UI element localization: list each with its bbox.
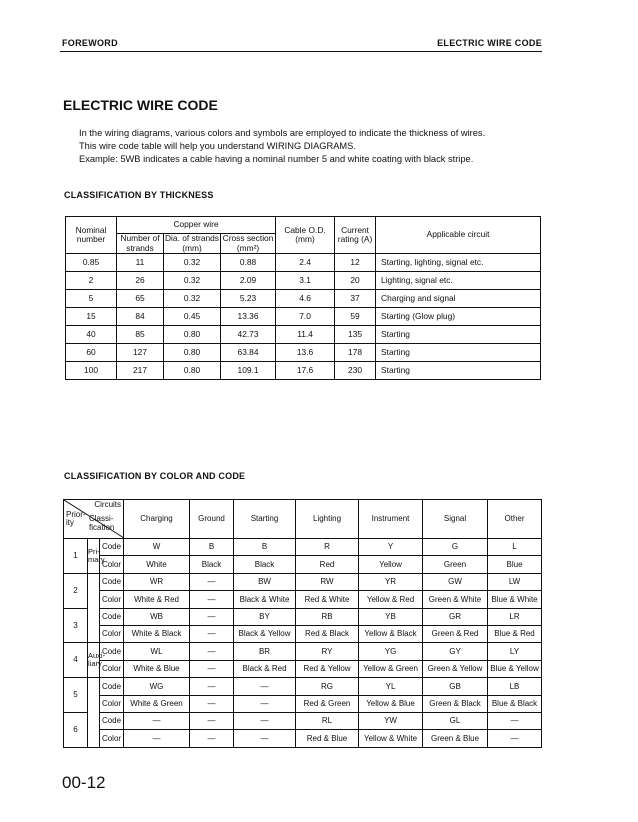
intro-paragraph [79,127,549,166]
cell-current: 230 [335,362,376,380]
color-code-table [63,499,542,748]
priority-number: 2 [64,573,88,608]
cell-starting-code: BW [234,573,296,590]
cell-od: 4.6 [276,290,335,308]
color-label: Color [100,695,124,712]
cell-cross: 0.88 [221,254,276,272]
cell-other-color: Blue [488,556,542,573]
priority-2-color-row [64,591,542,608]
cell-ground-color: — [190,695,234,712]
color-label: Color [100,591,124,608]
cell-applicable: Lighting, signal etc. [376,272,541,290]
priority-6-code-row [64,712,542,729]
cell-strands: 85 [117,326,164,344]
color-section-title: CLASSIFICATION BY COLOR AND CODE [64,471,246,481]
thickness-row [66,308,541,326]
code-label: Code [100,678,124,695]
cell-charging-color: White & Black [124,625,190,642]
cell-instrument-color: Yellow [359,556,423,573]
cell-signal-code: GB [423,678,488,695]
code-label: Code [100,643,124,660]
col-ground: Ground [190,500,234,539]
col-lighting: Lighting [296,500,359,539]
col-instrument: Instrument [359,500,423,539]
cell-od: 13.6 [276,344,335,362]
cell-od: 3.1 [276,272,335,290]
cell-signal-code: GW [423,573,488,590]
code-label: Code [100,712,124,729]
cell-starting-color: Black & Yellow [234,625,296,642]
cell-current: 178 [335,344,376,362]
cell-nominal: 2 [66,272,117,290]
cell-other-code: LY [488,643,542,660]
cell-lighting-code: R [296,539,359,556]
header-rule [60,51,542,52]
cell-charging-color: White & Green [124,695,190,712]
cell-instrument-code: YL [359,678,423,695]
priority-number: 6 [64,712,88,747]
cell-dia: 0.80 [164,344,221,362]
cell-signal-color: Green & Blue [423,730,488,747]
thickness-section-title: CLASSIFICATION BY THICKNESS [64,190,214,200]
cell-applicable: Starting (Glow plug) [376,308,541,326]
cell-ground-color: — [190,730,234,747]
header-cable-od: Cable O.D. (mm) [276,217,335,254]
cell-lighting-color: Red & Black [296,625,359,642]
cell-signal-code: G [423,539,488,556]
cell-applicable: Starting [376,362,541,380]
classification-label: Classi- fication [89,514,115,532]
thickness-row [66,272,541,290]
primary-label: Pri- mary [88,539,100,574]
cell-lighting-code: RL [296,712,359,729]
cell-charging-color: White & Blue [124,660,190,677]
cell-other-code: — [488,712,542,729]
priority-number: 3 [64,608,88,643]
header-strands: Number of strands [117,234,164,254]
header-copper-wire: Copper wire [117,217,276,234]
priority-number: 1 [64,539,88,574]
cell-instrument-code: YR [359,573,423,590]
auxiliary-label: Auxi- liary [88,643,100,678]
cell-signal-code: GL [423,712,488,729]
cell-dia: 0.80 [164,362,221,380]
cell-current: 20 [335,272,376,290]
cell-ground-code: — [190,608,234,625]
cell-cross: 109.1 [221,362,276,380]
col-other: Other [488,500,542,539]
cell-instrument-color: Yellow & White [359,730,423,747]
cell-charging-code: — [124,712,190,729]
cell-lighting-code: RY [296,643,359,660]
priority-3-code-row [64,608,542,625]
cell-lighting-code: RG [296,678,359,695]
circuits-label: Circuits [94,500,122,509]
cell-dia: 0.32 [164,290,221,308]
priority-4-color-row [64,660,542,677]
cell-ground-color: — [190,625,234,642]
cell-ground-color: — [190,591,234,608]
classification-blank [88,678,100,748]
cell-lighting-code: RB [296,608,359,625]
cell-lighting-color: Red & Blue [296,730,359,747]
thickness-table [65,216,541,380]
header-topic: ELECTRIC WIRE CODE [437,38,542,48]
header-cross-section: Cross section (mm²) [221,234,276,254]
color-label: Color [100,556,124,573]
cell-cross: 13.36 [221,308,276,326]
cell-current: 59 [335,308,376,326]
cell-dia: 0.32 [164,254,221,272]
cell-ground-code: — [190,643,234,660]
cell-other-color: Blue & Yellow [488,660,542,677]
cell-charging-color: White & Red [124,591,190,608]
color-label: Color [100,660,124,677]
cell-dia: 0.80 [164,326,221,344]
cell-applicable: Charging and signal [376,290,541,308]
cell-starting-color: Black & Red [234,660,296,677]
code-label: Code [100,608,124,625]
cell-charging-color: White [124,556,190,573]
cell-other-color: Blue & White [488,591,542,608]
cell-instrument-code: YW [359,712,423,729]
cell-strands: 84 [117,308,164,326]
page-header [60,36,542,52]
cell-charging-color: — [124,730,190,747]
cell-other-color: Blue & Black [488,695,542,712]
priority-label: Prior- ity [66,510,86,527]
header-nominal: Nominal number [66,217,117,254]
priority-2-code-row [64,573,542,590]
cell-ground-code: — [190,573,234,590]
intro-line: In the wiring diagrams, various colors and symbols are employed to indicate the thickness of wires. [79,128,486,138]
col-starting: Starting [234,500,296,539]
cell-nominal: 60 [66,344,117,362]
page-title: ELECTRIC WIRE CODE [63,97,218,113]
cell-charging-code: WL [124,643,190,660]
cell-signal-code: GY [423,643,488,660]
cell-signal-color: Green & Red [423,625,488,642]
thickness-row [66,326,541,344]
cell-nominal: 5 [66,290,117,308]
cell-instrument-code: YG [359,643,423,660]
thickness-row [66,344,541,362]
cell-ground-code: — [190,712,234,729]
cell-strands: 127 [117,344,164,362]
header-current-rating: Current rating (A) [335,217,376,254]
color-label: Color [100,625,124,642]
cell-charging-code: WB [124,608,190,625]
cell-dia: 0.32 [164,272,221,290]
cell-lighting-code: RW [296,573,359,590]
thickness-row [66,254,541,272]
code-label: Code [100,539,124,556]
cell-od: 2.4 [276,254,335,272]
cell-starting-code: — [234,712,296,729]
cell-current: 12 [335,254,376,272]
intro-line: This wire code table will help you understand WIRING DIAGRAMS. [79,141,356,151]
cell-ground-code: — [190,678,234,695]
cell-signal-color: Green & Black [423,695,488,712]
priority-4-code-row [64,643,542,660]
cell-od: 7.0 [276,308,335,326]
cell-current: 37 [335,290,376,308]
cell-od: 17.6 [276,362,335,380]
cell-cross: 5.23 [221,290,276,308]
cell-starting-code: BR [234,643,296,660]
cell-signal-color: Green [423,556,488,573]
priority-5-color-row [64,695,542,712]
cell-applicable: Starting, lighting, signal etc. [376,254,541,272]
cell-current: 135 [335,326,376,344]
col-signal: Signal [423,500,488,539]
cell-lighting-color: Red [296,556,359,573]
cell-dia: 0.45 [164,308,221,326]
cell-cross: 2.09 [221,272,276,290]
priority-number: 5 [64,678,88,713]
cell-other-code: LW [488,573,542,590]
priority-5-code-row [64,678,542,695]
cell-instrument-code: Y [359,539,423,556]
corner-header [64,500,124,539]
cell-signal-code: GR [423,608,488,625]
priority-number: 4 [64,643,88,678]
cell-starting-code: — [234,678,296,695]
cell-starting-color: — [234,695,296,712]
code-label: Code [100,573,124,590]
cell-charging-code: W [124,539,190,556]
priority-1-code-row [64,539,542,556]
header-dia: Dia. of strands (mm) [165,233,219,253]
cell-strands: 26 [117,272,164,290]
cell-instrument-color: Yellow & Black [359,625,423,642]
cell-charging-code: WG [124,678,190,695]
cell-signal-color: Green & Yellow [423,660,488,677]
priority-6-color-row [64,730,542,747]
thickness-row [66,290,541,308]
cell-other-code: LB [488,678,542,695]
col-charging: Charging [124,500,190,539]
cell-starting-color: Black [234,556,296,573]
cell-signal-color: Green & White [423,591,488,608]
cell-charging-code: WR [124,573,190,590]
cell-cross: 63.84 [221,344,276,362]
cell-od: 11.4 [276,326,335,344]
cell-ground-code: B [190,539,234,556]
priority-3-color-row [64,625,542,642]
cell-other-code: L [488,539,542,556]
cell-nominal: 40 [66,326,117,344]
cell-instrument-color: Yellow & Blue [359,695,423,712]
cell-instrument-code: YB [359,608,423,625]
cell-instrument-color: Yellow & Green [359,660,423,677]
classification-blank [88,573,100,643]
cell-strands: 65 [117,290,164,308]
cell-starting-code: B [234,539,296,556]
cell-nominal: 0.85 [66,254,117,272]
cell-cross: 42.73 [221,326,276,344]
header-applicable-circuit: Applicable circuit [376,217,541,254]
cell-other-color: Blue & Red [488,625,542,642]
cell-starting-color: Black & White [234,591,296,608]
cell-ground-color: Black [190,556,234,573]
cell-lighting-color: Red & Yellow [296,660,359,677]
thickness-row [66,362,541,380]
cell-lighting-color: Red & White [296,591,359,608]
color-label: Color [100,730,124,747]
cell-applicable: Starting [376,344,541,362]
page-number: 00-12 [62,773,106,792]
cell-lighting-color: Red & Green [296,695,359,712]
cell-instrument-color: Yellow & Red [359,591,423,608]
cell-starting-code: BY [234,608,296,625]
cell-other-code: LR [488,608,542,625]
cell-nominal: 100 [66,362,117,380]
priority-1-color-row [64,556,542,573]
header-section: FOREWORD [62,38,118,48]
cell-strands: 11 [117,254,164,272]
intro-line: Example: 5WB indicates a cable having a nominal number 5 and white coating with black stripe. [79,154,474,164]
cell-other-color: — [488,730,542,747]
cell-ground-color: — [190,660,234,677]
cell-applicable: Starting [376,326,541,344]
cell-starting-color: — [234,730,296,747]
cell-nominal: 15 [66,308,117,326]
cell-strands: 217 [117,362,164,380]
